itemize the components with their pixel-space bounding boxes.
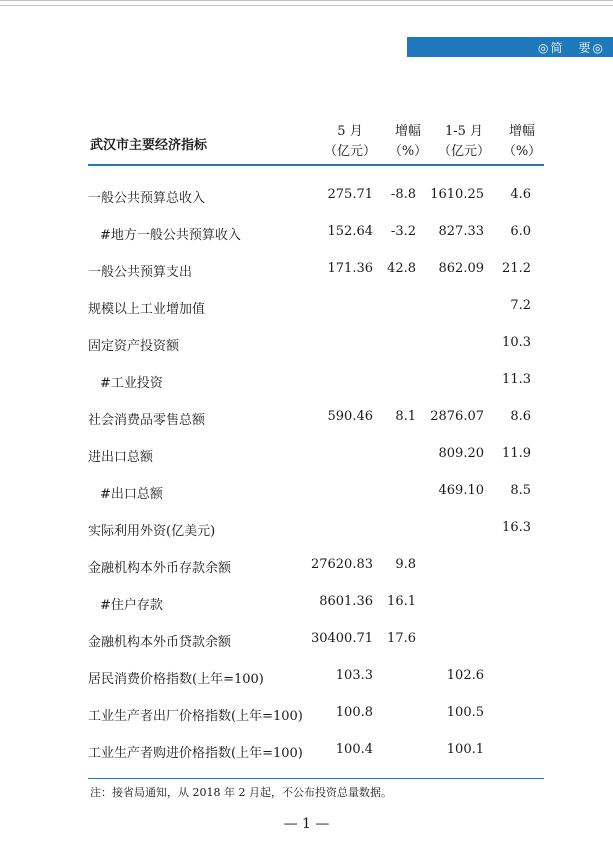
- row-label: 居民消费价格指数(上年=100): [88, 672, 264, 687]
- section-tag: ◎简 要◎: [407, 37, 613, 57]
- ytd-value: 862.09: [438, 261, 484, 276]
- ytd-value: 100.5: [446, 705, 484, 720]
- may-growth: 9.8: [395, 557, 416, 572]
- row-label: 社会消费品零售总额: [88, 413, 206, 428]
- ytd-value: 2876.07: [430, 409, 484, 424]
- ytd-growth: 16.3: [502, 520, 531, 535]
- ytd-value: 1610.25: [430, 187, 484, 202]
- may-growth: 42.8: [387, 261, 416, 276]
- bottom-rule: [88, 778, 544, 779]
- header-col-ytd-unit: （亿元）: [437, 144, 490, 159]
- ytd-value: 809.20: [438, 446, 484, 461]
- ytd-growth: 8.5: [510, 483, 531, 498]
- ytd-growth: 11.3: [502, 372, 531, 387]
- row-label: 一般公共预算支出: [88, 265, 193, 280]
- table-row: [88, 658, 544, 695]
- row-label: 进出口总额: [88, 450, 154, 465]
- ytd-value: 102.6: [446, 668, 484, 683]
- table-row: [88, 325, 544, 362]
- ytd-growth: 10.3: [502, 335, 531, 350]
- may-value: 171.36: [327, 261, 373, 276]
- table-title: 武汉市主要经济指标: [90, 138, 208, 153]
- ytd-growth: 8.6: [510, 409, 531, 424]
- table-row: [88, 436, 544, 473]
- table-row: [88, 251, 544, 288]
- ytd-growth: 21.2: [502, 261, 531, 276]
- header-rule: [88, 164, 544, 166]
- ytd-value: 469.10: [438, 483, 484, 498]
- footnote: 注：接省局通知，从 2018 年 2 月起，不公布投资总量数据。: [90, 786, 392, 799]
- may-value: 103.3: [335, 668, 373, 683]
- table-row: [88, 214, 544, 251]
- may-value: 100.8: [335, 705, 373, 720]
- row-label: #地方一般公共预算收入: [100, 228, 241, 243]
- header-col-ytd-growth-line1: 增幅: [508, 124, 535, 139]
- ytd-growth: 7.2: [510, 298, 531, 313]
- row-label: #工业投资: [100, 376, 163, 391]
- row-label: 一般公共预算总收入: [88, 191, 206, 206]
- table-row: [88, 621, 544, 658]
- ytd-value: 100.1: [446, 742, 484, 757]
- header-col-may-growth: [386, 122, 430, 162]
- table-header: [88, 120, 544, 164]
- may-value: 27620.83: [310, 557, 373, 572]
- table-row: [88, 288, 544, 325]
- ytd-growth: 4.6: [510, 187, 531, 202]
- may-value: 30400.71: [310, 631, 373, 646]
- row-label: #住户存款: [100, 598, 163, 613]
- may-value: 100.4: [335, 742, 373, 757]
- may-growth: -8.8: [390, 187, 416, 202]
- header-col-may: [320, 122, 380, 162]
- may-value: 590.46: [327, 409, 373, 424]
- header-col-ytd: [434, 122, 494, 162]
- may-growth: -3.2: [390, 224, 416, 239]
- row-label: 规模以上工业增加值: [88, 302, 206, 317]
- header-col-may-line1: 5 月: [337, 124, 363, 139]
- table-row: [88, 510, 544, 547]
- table-row: [88, 695, 544, 732]
- row-label: #出口总额: [100, 487, 163, 502]
- may-growth: 17.6: [387, 631, 416, 646]
- ytd-growth: 6.0: [510, 224, 531, 239]
- table-row: [88, 399, 544, 436]
- header-col-may-growth-line1: 增幅: [394, 124, 421, 139]
- table-row: [88, 547, 544, 584]
- row-label: 金融机构本外币存款余额: [88, 561, 232, 576]
- may-growth: 16.1: [387, 594, 416, 609]
- may-growth: 8.1: [395, 409, 416, 424]
- header-col-may-unit: （亿元）: [323, 144, 376, 159]
- ytd-value: 827.33: [438, 224, 484, 239]
- table-row: [88, 362, 544, 399]
- table-row: [88, 732, 544, 769]
- may-value: 8601.36: [319, 594, 373, 609]
- header-col-may-growth-unit: （%）: [388, 144, 428, 159]
- header-col-ytd-growth: [500, 122, 544, 162]
- may-value: 152.64: [327, 224, 373, 239]
- may-value: 275.71: [327, 187, 373, 202]
- page-number: — 1 —: [283, 816, 330, 832]
- row-label: 实际利用外资(亿美元): [88, 524, 216, 539]
- top-border: [0, 0, 613, 6]
- header-col-ytd-growth-unit: （%）: [502, 144, 542, 159]
- row-label: 工业生产者购进价格指数(上年=100): [88, 746, 303, 761]
- row-label: 金融机构本外币贷款余额: [88, 635, 232, 650]
- header-col-ytd-line1: 1-5 月: [444, 124, 484, 139]
- ytd-growth: 11.9: [502, 446, 531, 461]
- row-label: 固定资产投资额: [88, 339, 180, 354]
- row-label: 工业生产者出厂价格指数(上年=100): [88, 709, 303, 724]
- table-body: [88, 177, 544, 769]
- table-row: [88, 473, 544, 510]
- table-row: [88, 584, 544, 621]
- table-row: [88, 177, 544, 214]
